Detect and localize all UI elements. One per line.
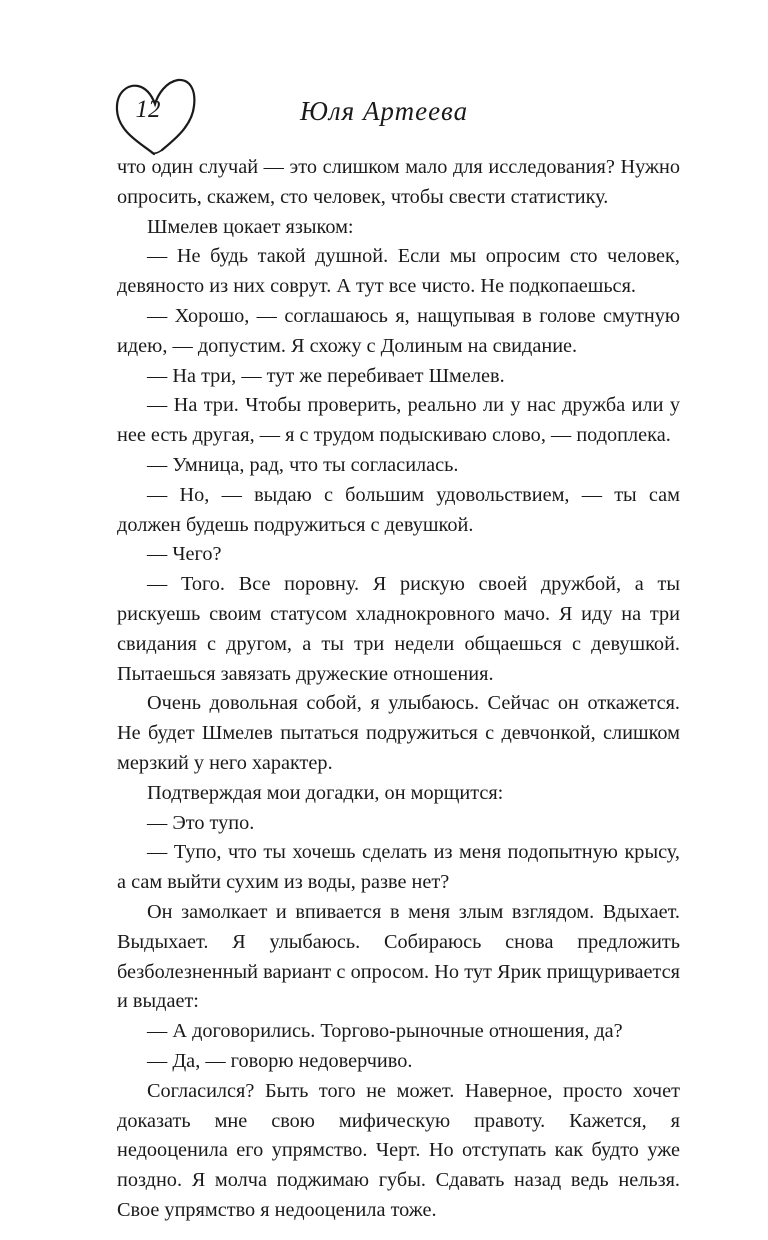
paragraph: — Это тупо. [147, 811, 255, 834]
paragraph: — Не будь такой душной. Если мы опросим сто человек, девяносто из них соврут. А тут все чисто. Не подкопаешься. [117, 245, 680, 298]
paragraph: Шмелев цокает языком: [147, 215, 354, 238]
paragraph: — Умница, рад, что ты согласилась. [147, 453, 459, 476]
paragraph: — Но, — выдаю с большим удовольствием, — ты сам должен будешь подружиться с девушкой. [117, 483, 680, 536]
paragraph: — Тупо, что ты хочешь сделать из меня подопытную крысу, а сам выйти сухим из воды, разве нет? [117, 841, 680, 894]
author-name: Юля Артеева [300, 96, 469, 126]
paragraph: — Хорошо, — соглашаюсь я, нащупывая в голове смутную идею, — допустим. Я схожу с Долиным на свидание. [117, 304, 680, 357]
paragraph: — На три, — тут же перебивает Шмелев. [147, 364, 505, 387]
body-text [117, 153, 680, 1226]
paragraph: что один случай — это слишком мало для исследования? Нужно опросить, скажем, сто человек, чтобы свести статистику. [117, 156, 680, 208]
paragraph: — А договорились. Торгово-рыночные отношения, да? [147, 1020, 623, 1043]
paragraph: — Того. Все поровну. Я рискую своей дружбой, а ты рискуешь своим статусом хладнокровного мачо. Я иду на три свидания с другом, а ты три недели общаешься с девушкой. Пытаешься завязать дружеские отношения. [117, 573, 680, 685]
paragraph: Очень довольная собой, я улыбаюсь. Сейчас он откажется. Не будет Шмелев пытаться подружиться с девчонкой, слишком мерзкий у него характер. [117, 692, 680, 774]
page-header [0, 0, 768, 160]
paragraph: — На три. Чтобы проверить, реально ли у нас дружба или у нее есть другая, — я с трудом подыскиваю слово, — подоплека. [117, 394, 680, 447]
paragraph: — Чего? [147, 543, 222, 566]
paragraph: Подтверждая мои догадки, он морщится: [147, 781, 504, 804]
page-number: 12 [135, 96, 161, 123]
paragraph: Согласился? Быть того не может. Наверное, просто хочет доказать мне свою мифическую правоту. Кажется, я недооценила его упрямство. Черт. Но отступать как будто уже поздно. Я молча поджимаю губы. Сдавать назад ведь нельзя. Свое упрямство я недооценила тоже. [117, 1079, 680, 1221]
paragraph: Он замолкает и впивается в меня злым взглядом. Вдыхает. Выдыхает. Я улыбаюсь. Собираюсь снова предложить безболезненный вариант с опросом. Но тут Ярик прищуривается и выдает: [117, 900, 680, 1013]
paragraph: — Да, — говорю недоверчиво. [147, 1049, 413, 1072]
